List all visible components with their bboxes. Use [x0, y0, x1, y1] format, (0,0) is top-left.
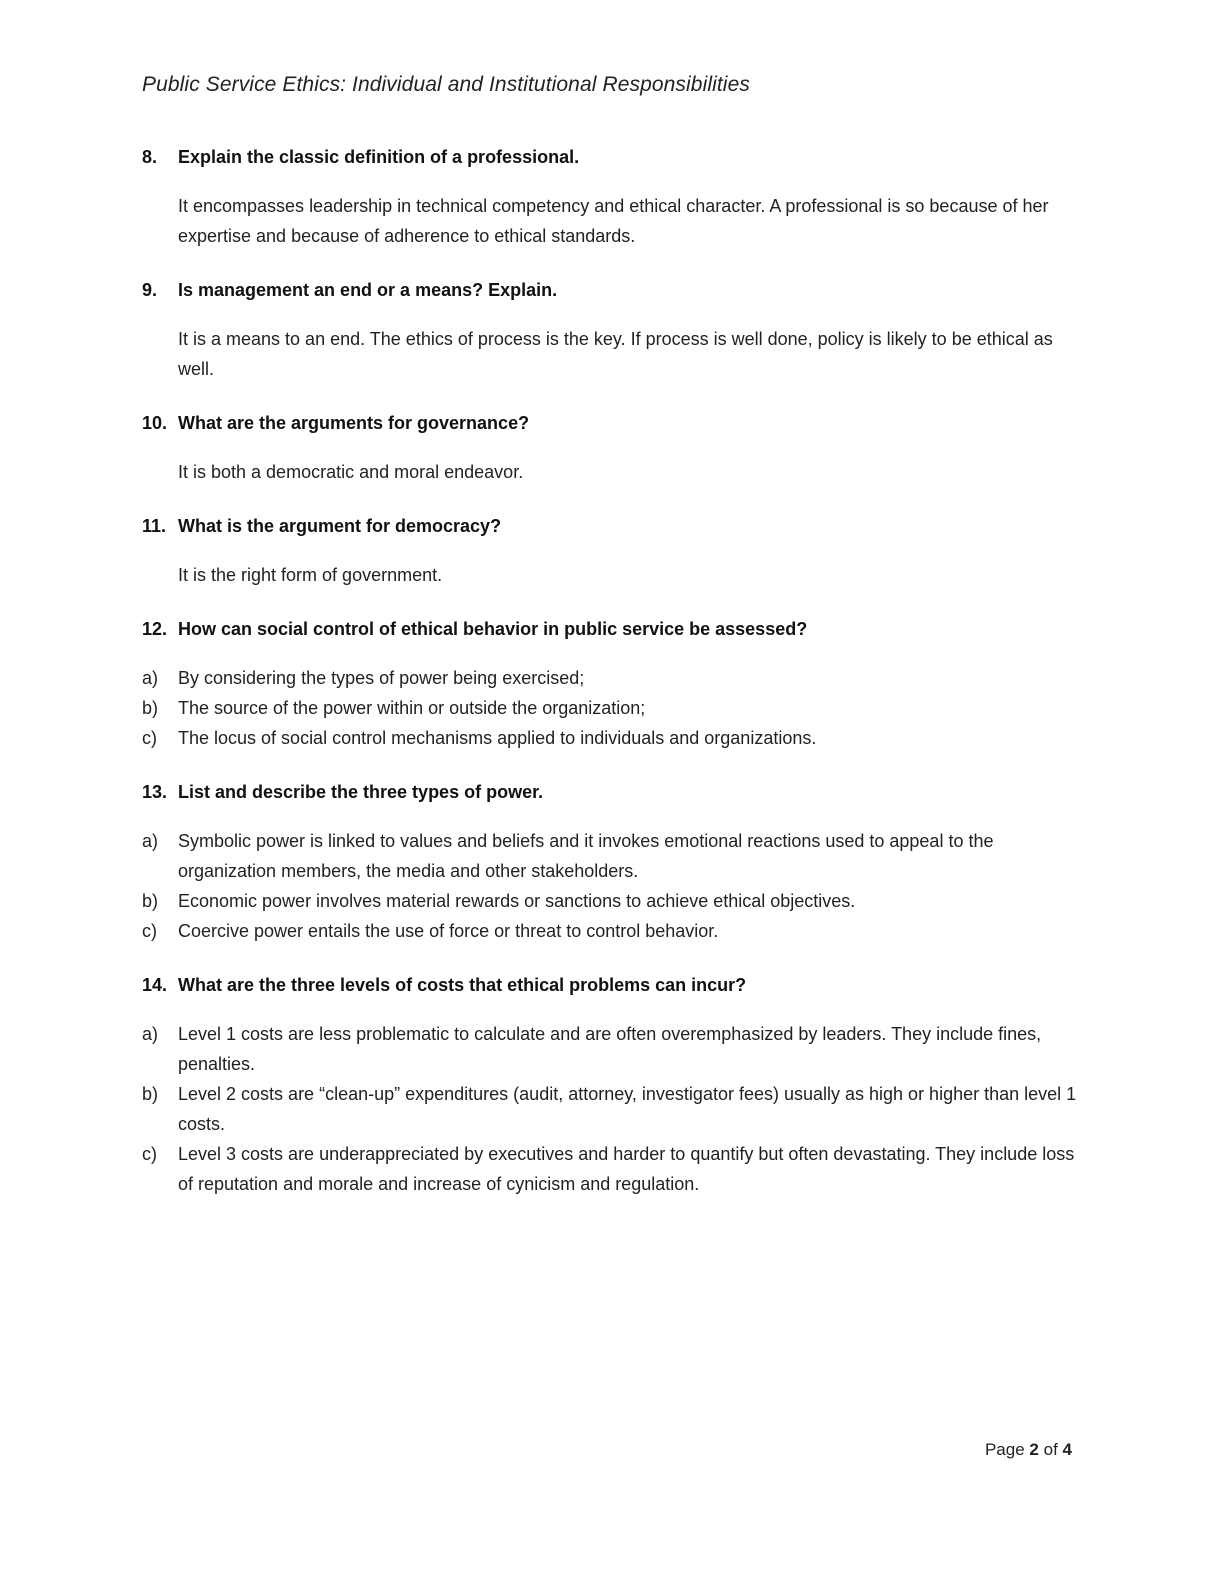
list-marker: a) — [142, 668, 159, 688]
list-item-text: Symbolic power is linked to values and beliefs and it invokes emotional reactions used to appeal to the organization members, the media and other stakeholders. — [178, 831, 994, 881]
list-item-text: Level 3 costs are underappreciated by executives and harder to quantify but often devastating. They include loss of reputation and morale and increase of cynicism and regulation. — [178, 1144, 1075, 1194]
list-item-text: Coercive power entails the use of force or threat to control behavior. — [178, 921, 719, 941]
list-item — [142, 1019, 1082, 1079]
list-marker: a) — [142, 831, 159, 851]
list-marker: b) — [142, 698, 159, 718]
list-item — [142, 723, 1082, 753]
question-text: List and describe the three types of power. — [178, 782, 544, 802]
list-marker: b) — [142, 891, 159, 911]
page-total: 4 — [1062, 1440, 1072, 1459]
list-item — [142, 693, 1082, 723]
page-current: 2 — [1029, 1440, 1039, 1459]
page-label: Page — [984, 1440, 1025, 1459]
question-number: 9. — [142, 280, 158, 300]
list-marker: c) — [142, 1144, 157, 1164]
question-heading — [142, 276, 1082, 304]
question-heading — [142, 409, 1082, 437]
document-header-title: Public Service Ethics: Individual and Institutional Responsibilities — [142, 73, 750, 96]
question-text: Explain the classic definition of a professional. — [178, 147, 580, 167]
list-marker: c) — [142, 921, 157, 941]
answer-list — [142, 826, 1082, 946]
answer-text: It is the right form of government. — [178, 565, 443, 585]
list-item — [142, 663, 1082, 693]
question-heading — [142, 971, 1082, 999]
list-item — [142, 916, 1082, 946]
question-text: Is management an end or a means? Explain. — [178, 280, 558, 300]
answer-list — [142, 1019, 1082, 1199]
list-marker: a) — [142, 1024, 159, 1044]
list-item — [142, 1139, 1082, 1199]
question-number: 10. — [142, 413, 168, 433]
question-text: What are the three levels of costs that ethical problems can incur? — [178, 975, 747, 995]
question-heading — [142, 512, 1082, 540]
answer-text: It is both a democratic and moral endeavor. — [178, 462, 524, 482]
question-text: How can social control of ethical behavior in public service be assessed? — [178, 619, 808, 639]
question-text: What is the argument for democracy? — [178, 516, 502, 536]
list-marker: b) — [142, 1084, 159, 1104]
answer-text: It is a means to an end. The ethics of process is the key. If process is well done, policy is likely to be ethical as well. — [178, 329, 1053, 379]
list-item-text: The locus of social control mechanisms applied to individuals and organizations. — [178, 728, 817, 748]
page-number — [985, 1440, 1072, 1460]
answer-text: It encompasses leadership in technical competency and ethical character. A professional is so because of her expertise and because of adherence to ethical standards. — [178, 196, 1049, 246]
question-number: 12. — [142, 619, 168, 639]
question-heading — [142, 143, 1082, 171]
list-item-text: Economic power involves material rewards or sanctions to achieve ethical objectives. — [178, 891, 856, 911]
list-item-text: By considering the types of power being exercised; — [178, 668, 585, 688]
question-number: 11. — [142, 516, 167, 536]
list-item-text: Level 1 costs are less problematic to calculate and are often overemphasized by leaders. They include fines, penalties. — [178, 1024, 1042, 1074]
document-body — [142, 143, 1082, 1199]
question-number: 8. — [142, 147, 158, 167]
list-item-text: Level 2 costs are “clean-up” expenditures (audit, attorney, investigator fees) usually as high or higher than level 1 costs. — [178, 1084, 1077, 1134]
question-text: What are the arguments for governance? — [178, 413, 530, 433]
list-item — [142, 1079, 1082, 1139]
answer-list — [142, 663, 1082, 753]
question-heading — [142, 615, 1082, 643]
page-of-label: of — [1043, 1440, 1058, 1459]
list-item-text: The source of the power within or outside the organization; — [178, 698, 646, 718]
list-marker: c) — [142, 728, 157, 748]
question-heading — [142, 778, 1082, 806]
list-item — [142, 886, 1082, 916]
list-item — [142, 826, 1082, 886]
question-number: 14. — [142, 975, 168, 995]
question-number: 13. — [142, 782, 168, 802]
